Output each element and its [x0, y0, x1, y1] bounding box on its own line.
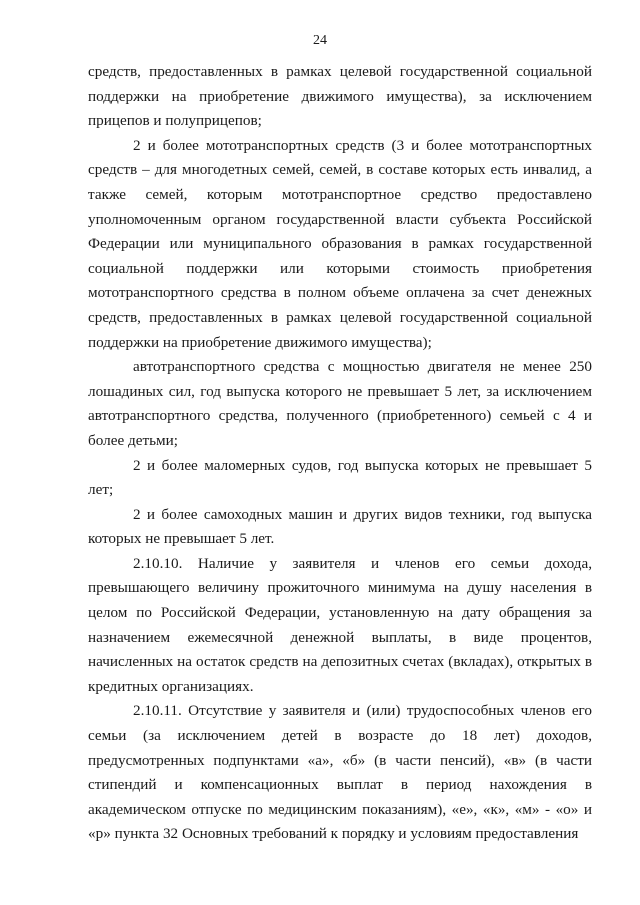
paragraph-high-power-car: автотранспортного средства с мощностью двигателя не менее 250 лошадиных сил, год выпуска которого не превышает 5 лет, за исключением автотранспортного средства, полученного (приобретенного) семьей с 4 и более детьми; [88, 358, 592, 449]
paragraph-2-10-10: 2.10.10. Наличие у заявителя и членов его семьи дохода, превышающего величину прожиточного минимума на душу населения в целом по Российской Федерации, установленную на дату обращения за назначением ежемесячной денежной выплаты, в виде процентов, начисленных на остаток средств на депозитных счетах (вкладах), открытых в кредитных организациях. [88, 554, 592, 695]
paragraph-motor-vehicles: 2 и более мототранспортных средств (3 и более мототранспортных средств – для многодетных семей, семей, в составе которых есть инвалид, а также семей, которым мототранспортное средство предоставлено уполномоченным органом государственной власти субъекта Российской Федерации или муниципального образования в рамках государственной социальной поддержки или которыми стоимость приобретения мототранспортного средства в полном объеме оплачена за счет денежных средств, предоставленных в рамках целевой государственной социальной поддержки на приобретение движимого имущества); [88, 136, 592, 351]
paragraph-self-propelled-machines: 2 и более самоходных машин и других видов техники, год выпуска которых не превышает 5 лет. [88, 505, 592, 548]
paragraph-continuation: средств, предоставленных в рамках целевой государственной социальной поддержки на приобретение движимого имущества), за исключением прицепов и полуприцепов; [88, 63, 592, 130]
paragraph-2-10-11: 2.10.11. Отсутствие у заявителя и (или) трудоспособных членов его семьи (за исключением детей в возрасте до 18 лет) доходов, предусмотренных подпунктами «а», «б» (в части пенсий), «в» (в части стипендий и компенсационных выплат в период нахождения в академическом отпуске по медицинским показаниям), «е», «к», «м» - «о» и «р» пункта 32 Основных требований к порядку и условиям предоставления [88, 702, 592, 843]
page-number: 24 [313, 33, 327, 48]
document-body [88, 60, 592, 847]
paragraph-small-vessels: 2 и более маломерных судов, год выпуска которых не превышает 5 лет; [88, 456, 592, 499]
